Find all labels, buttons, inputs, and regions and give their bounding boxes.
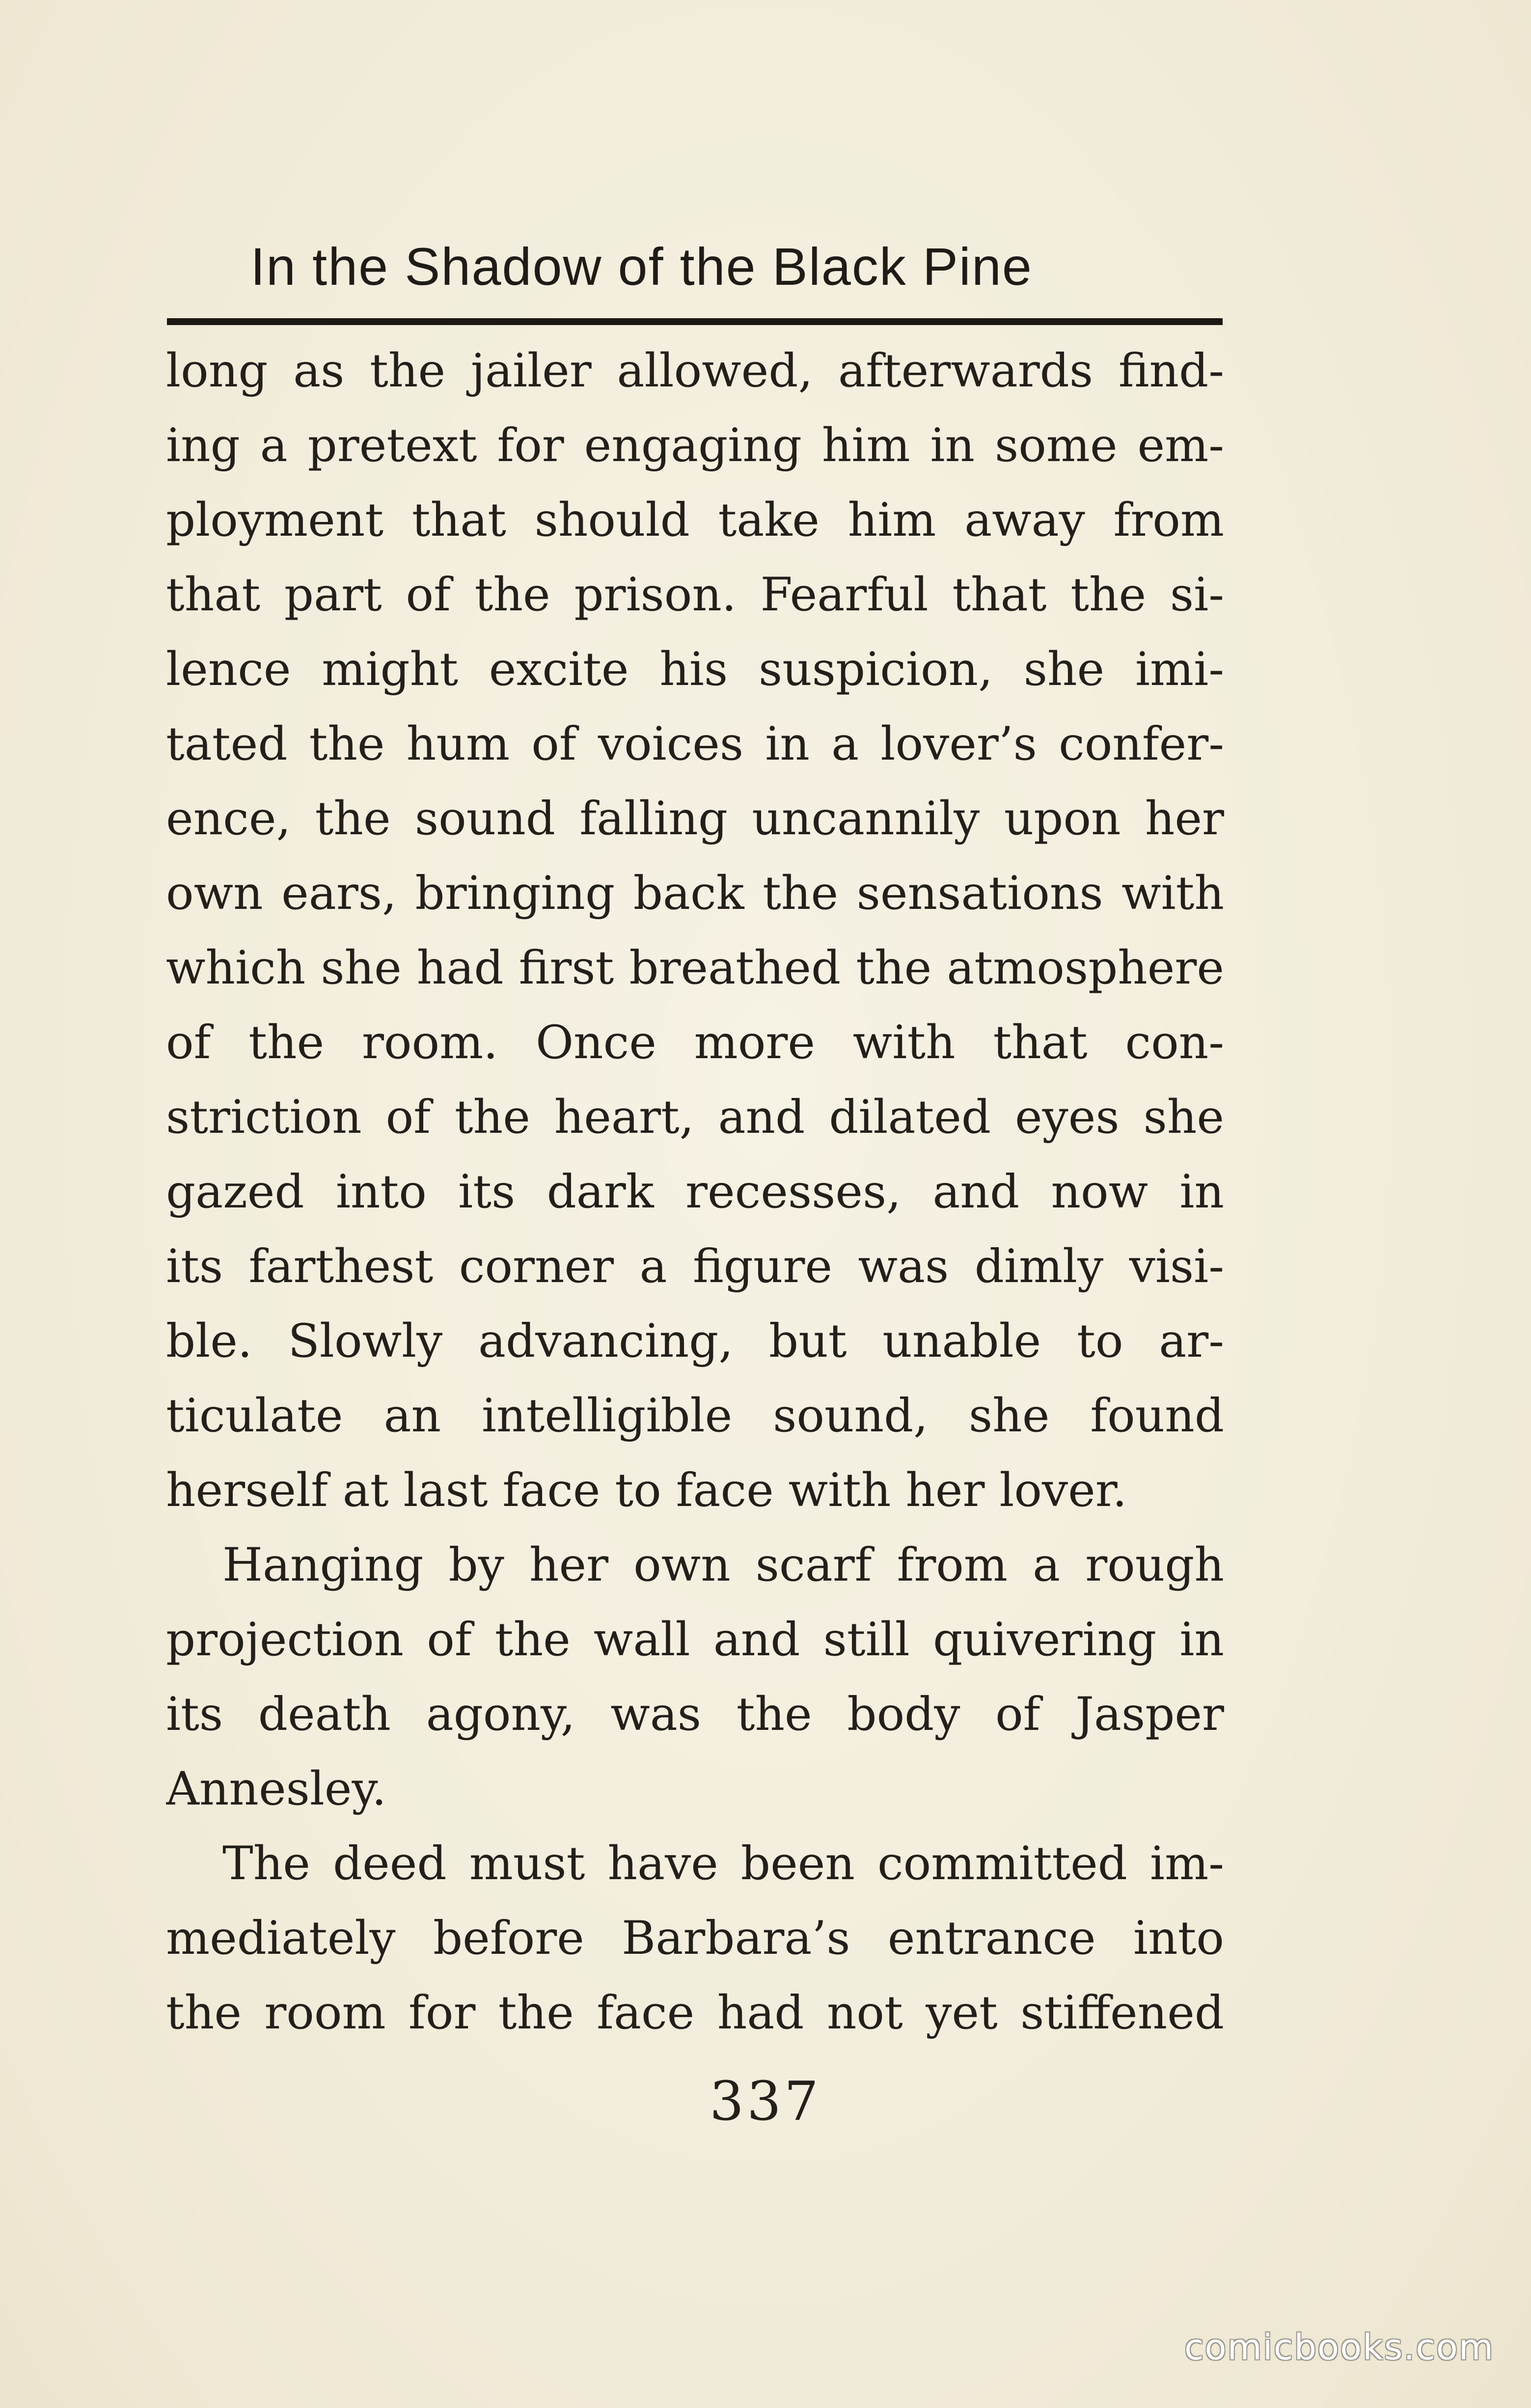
text-line: lence might excite his suspicion, she imi- bbox=[166, 643, 1224, 696]
running-head-title: In the Shadow of the Black Pine bbox=[250, 237, 1033, 296]
text-line: its farthest corner a figure was dimly visi- bbox=[166, 1240, 1224, 1293]
text-line: mediately before Barbara’s entrance into bbox=[166, 1912, 1224, 1965]
text-line: ble. Slowly advancing, but unable to ar- bbox=[166, 1314, 1224, 1368]
text-line: herself at last face to face with her lover. bbox=[166, 1464, 1127, 1517]
text-line: gazed into its dark recesses, and now in bbox=[166, 1165, 1224, 1219]
text-line: own ears, bringing back the sensations with bbox=[166, 867, 1224, 920]
text-line: projection of the wall and still quivering in bbox=[166, 1613, 1224, 1667]
running-head bbox=[167, 231, 1223, 309]
text-line: Annesley. bbox=[166, 1762, 387, 1816]
text-line: its death agony, was the body of Jasper bbox=[166, 1688, 1224, 1741]
text-line: Hanging by her own scarf from a rough bbox=[222, 1538, 1224, 1592]
body-text bbox=[166, 334, 1224, 2051]
text-line: long as the jailer allowed, afterwards find- bbox=[166, 344, 1224, 398]
text-line: The deed must have been committed im- bbox=[222, 1837, 1224, 1890]
text-line: ticulate an intelligible sound, she found bbox=[166, 1389, 1224, 1443]
text-line: ence, the sound falling uncannily upon her bbox=[166, 792, 1224, 846]
text-line: of the room. Once more with that con- bbox=[166, 1016, 1224, 1069]
header-rule bbox=[167, 318, 1223, 325]
text-line: ing a pretext for engaging him in some em- bbox=[166, 419, 1224, 472]
text-line: which she had first breathed the atmosphere bbox=[166, 941, 1224, 995]
watermark: comicbooks.com bbox=[1184, 2326, 1494, 2368]
text-line: the room for the face had not yet stiffened bbox=[166, 1986, 1224, 2040]
page-number: 337 bbox=[710, 2070, 821, 2133]
text-line: that part of the prison. Fearful that the si- bbox=[166, 568, 1224, 622]
text-line: striction of the heart, and dilated eyes she bbox=[166, 1091, 1224, 1144]
text-line: tated the hum of voices in a lover’s confer- bbox=[166, 717, 1224, 771]
text-line: ployment that should take him away from bbox=[166, 493, 1224, 547]
